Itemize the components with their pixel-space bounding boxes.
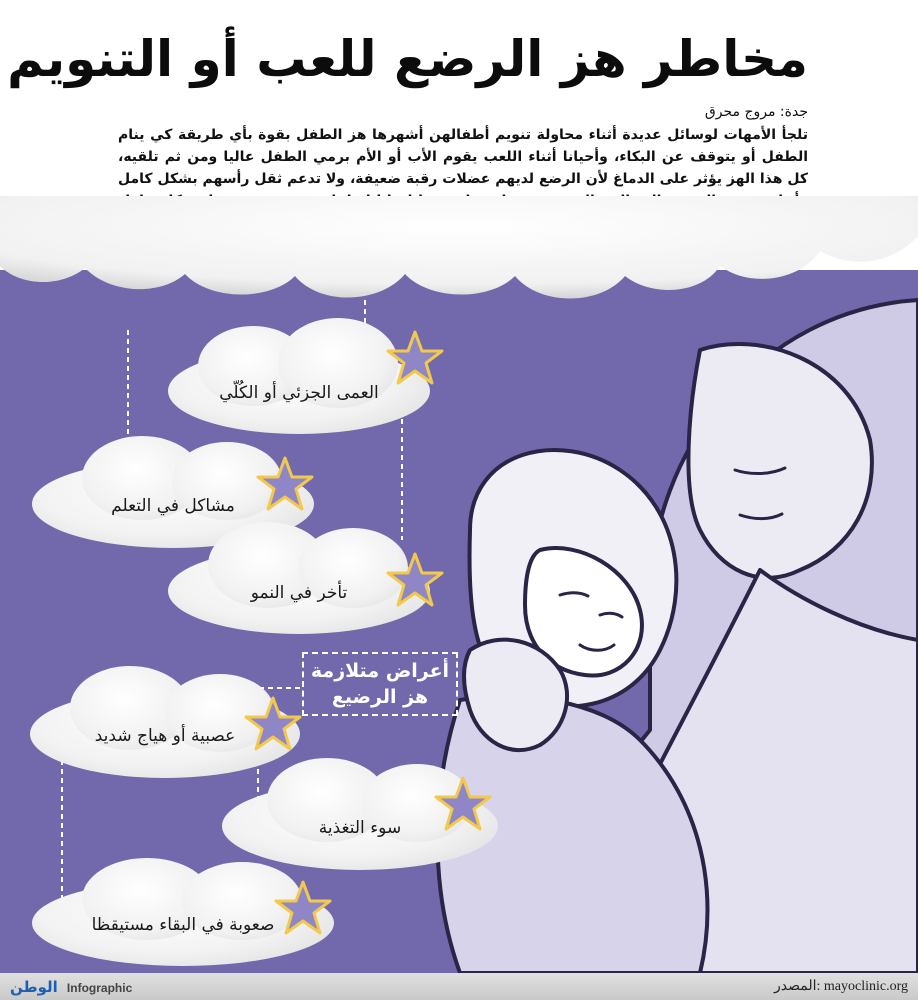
source-credit: المصدر: mayoclinic.org (774, 979, 908, 994)
star-icon (256, 456, 314, 512)
star-icon (386, 552, 444, 608)
byline: جدة: مروج محرق (704, 104, 808, 120)
symptom-label: عصبية أو هياج شديد (94, 726, 236, 746)
badge-line-2: هز الرضيع (331, 686, 429, 708)
syndrome-badge (302, 652, 458, 716)
badge-line-1: أعراض متلازمة (310, 660, 450, 682)
symptom-label: العمى الجزئي أو الكُلّي (219, 383, 379, 403)
star-icon (386, 330, 444, 386)
intro-paragraph: تلجأ الأمهات لوسائل عديدة أثناء محاولة تنويم أطفالهن أشهرها هز الطفل بقوة بأي طريقة كي ينام الطفل أو يتوقف عن البكاء، وأحيانا أثناء اللعب يقوم الأب أو الأم برمي الطفل عاليا ومن ثم تلقيه، كل هذا الهز يؤثر على الدماغ لأن الرضع لديهم عضلات رقبة ضعيفة، ولا تدعم ثقل رأسهم بشكل كامل (118, 127, 808, 187)
symptom-label: مشاكل في التعلم (111, 496, 235, 516)
symptom-label: صعوبة في البقاء مستيقظا (91, 915, 275, 935)
top-cloud-band (0, 196, 918, 316)
star-icon (434, 776, 492, 832)
symptom-label: تأخر في النمو (250, 583, 348, 603)
brand-logo: الوطن (10, 978, 58, 996)
symptom-label: سوء التغذية (318, 818, 402, 838)
star-icon (244, 696, 302, 752)
brand-tag: Infographic (66, 981, 133, 995)
star-icon (274, 880, 332, 936)
brand (10, 977, 132, 996)
footer-bar (0, 973, 918, 1000)
page-title: مخاطر هز الرضع للعب أو التنويم (7, 30, 808, 88)
